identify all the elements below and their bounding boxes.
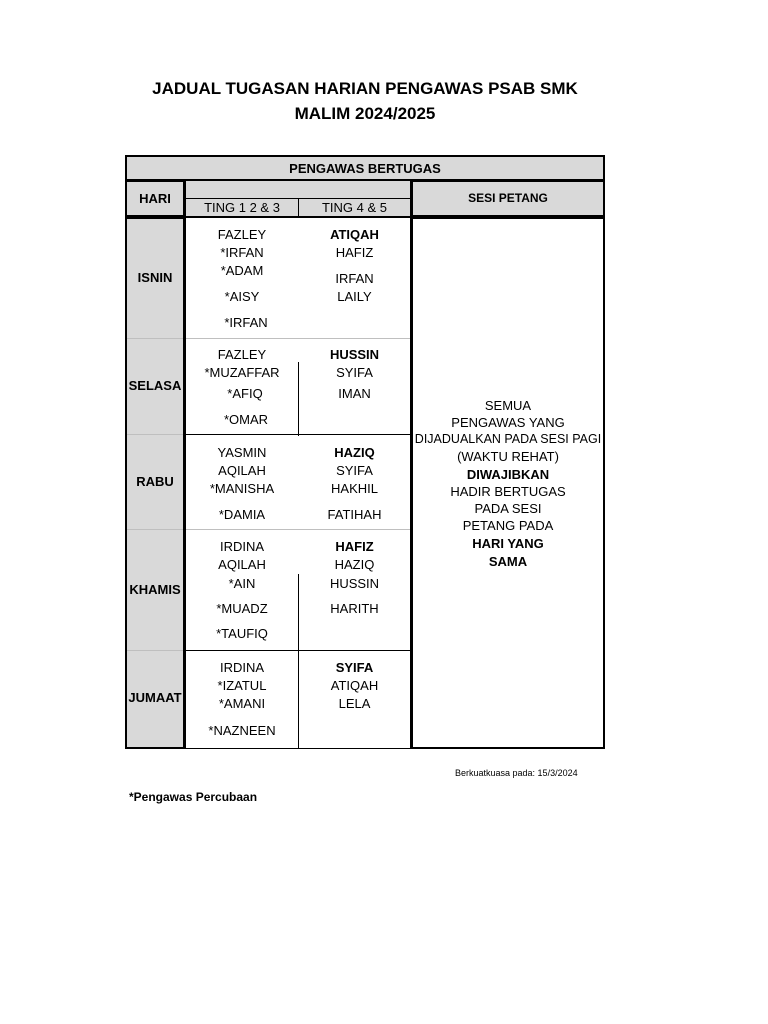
header-hari — [125, 180, 185, 217]
list-item: IRDINA — [219, 660, 265, 675]
list-item: *ADAM — [220, 263, 264, 278]
header-ting-123: TING 1 2 & 3 — [204, 200, 280, 215]
day-divider-2 — [127, 434, 183, 435]
list-item: AQILAH — [218, 463, 266, 478]
day-divider-1 — [127, 338, 183, 339]
ting-divider-1 — [186, 338, 410, 339]
list-item: HARITH — [330, 601, 379, 616]
list-item: LELA — [338, 696, 371, 711]
sesi-petang-line: PADA SESI — [474, 501, 542, 516]
list-item: FAZLEY — [217, 227, 267, 242]
sesi-petang-line: (WAKTU REHAT) — [457, 449, 559, 464]
header-sesi-petang — [411, 180, 605, 217]
day-khamis: KHAMIS — [129, 582, 181, 597]
list-item: HAZIQ — [334, 445, 375, 460]
list-item: *MUADZ — [216, 601, 268, 616]
day-rabu: RABU — [136, 474, 174, 489]
list-item: *IRFAN — [220, 245, 264, 260]
list-item: YASMIN — [217, 445, 267, 460]
list-item: HAFIZ — [335, 539, 374, 554]
effective-date: Berkuatkuasa pada: 15/3/2024 — [455, 768, 578, 778]
day-isnin: ISNIN — [137, 270, 173, 285]
list-item: *IRFAN — [224, 315, 268, 330]
sesi-petang-line: SAMA — [488, 554, 528, 569]
list-item: *IZATUL — [217, 678, 267, 693]
page-title-line-2: MALIM 2024/2025 — [294, 104, 436, 123]
list-item: ATIQAH — [330, 678, 379, 693]
list-item: *AMANI — [218, 696, 266, 711]
list-item: *MANISHA — [209, 481, 275, 496]
list-item: AQILAH — [218, 557, 266, 572]
sesi-petang-line: HARI YANG — [472, 536, 544, 551]
list-item: *OMAR — [223, 412, 269, 427]
list-item: FAZLEY — [217, 347, 267, 362]
day-selasa: SELASA — [128, 378, 182, 393]
list-item: *AIN — [228, 576, 256, 591]
day-divider-4 — [127, 650, 183, 651]
list-item: ATIQAH — [330, 227, 379, 242]
list-item: HUSSIN — [329, 576, 380, 591]
header-pengawas-bertugas-label: PENGAWAS BERTUGAS — [289, 161, 441, 176]
list-item: IRDINA — [219, 539, 265, 554]
list-item: *AISY — [224, 289, 260, 304]
list-item: *MUZAFFAR — [204, 365, 280, 380]
list-item: HAZIQ — [334, 557, 375, 572]
sesi-petang-cell — [411, 217, 605, 749]
header-ting-45: TING 4 & 5 — [321, 200, 388, 215]
list-item: SYIFA — [336, 463, 373, 478]
page-title-line-1: JADUAL TUGASAN HARIAN PENGAWAS PSAB SMK — [152, 79, 578, 98]
list-item: *AFIQ — [227, 386, 263, 401]
list-item: HAFIZ — [335, 245, 374, 260]
header-hari-label: HARI — [139, 191, 171, 206]
sesi-petang-line: PENGAWAS YANG — [451, 415, 565, 430]
list-item: *DAMIA — [218, 507, 266, 522]
list-item: IMAN — [338, 386, 371, 401]
day-divider-3 — [127, 529, 183, 530]
list-item: HAKHIL — [331, 481, 378, 496]
list-item: SYIFA — [335, 660, 374, 675]
sesi-petang-line: HADIR BERTUGAS — [450, 484, 566, 499]
list-item: *NAZNEEN — [208, 723, 276, 738]
header-pengawas-bertugas — [125, 155, 605, 181]
list-item: LAILY — [337, 289, 372, 304]
sesi-petang-line: DIJADUALKAN PADA SESI PAGI — [414, 432, 602, 446]
sesi-petang-line: PETANG PADA — [462, 518, 554, 533]
header-sesi-petang-label: SESI PETANG — [468, 191, 548, 205]
footnote: *Pengawas Percubaan — [129, 790, 258, 804]
ting-divider-3 — [186, 529, 410, 530]
list-item: IRFAN — [335, 271, 374, 286]
list-item: FATIHAH — [327, 507, 382, 522]
sesi-petang-line: SEMUA — [484, 398, 532, 413]
list-item: *TAUFIQ — [216, 626, 268, 641]
list-item: SYIFA — [336, 365, 373, 380]
list-item: HUSSIN — [329, 347, 380, 362]
sesi-petang-line: DIWAJIBKAN — [466, 467, 550, 482]
ting-split-stub — [298, 434, 299, 436]
day-jumaat: JUMAAT — [128, 690, 182, 705]
